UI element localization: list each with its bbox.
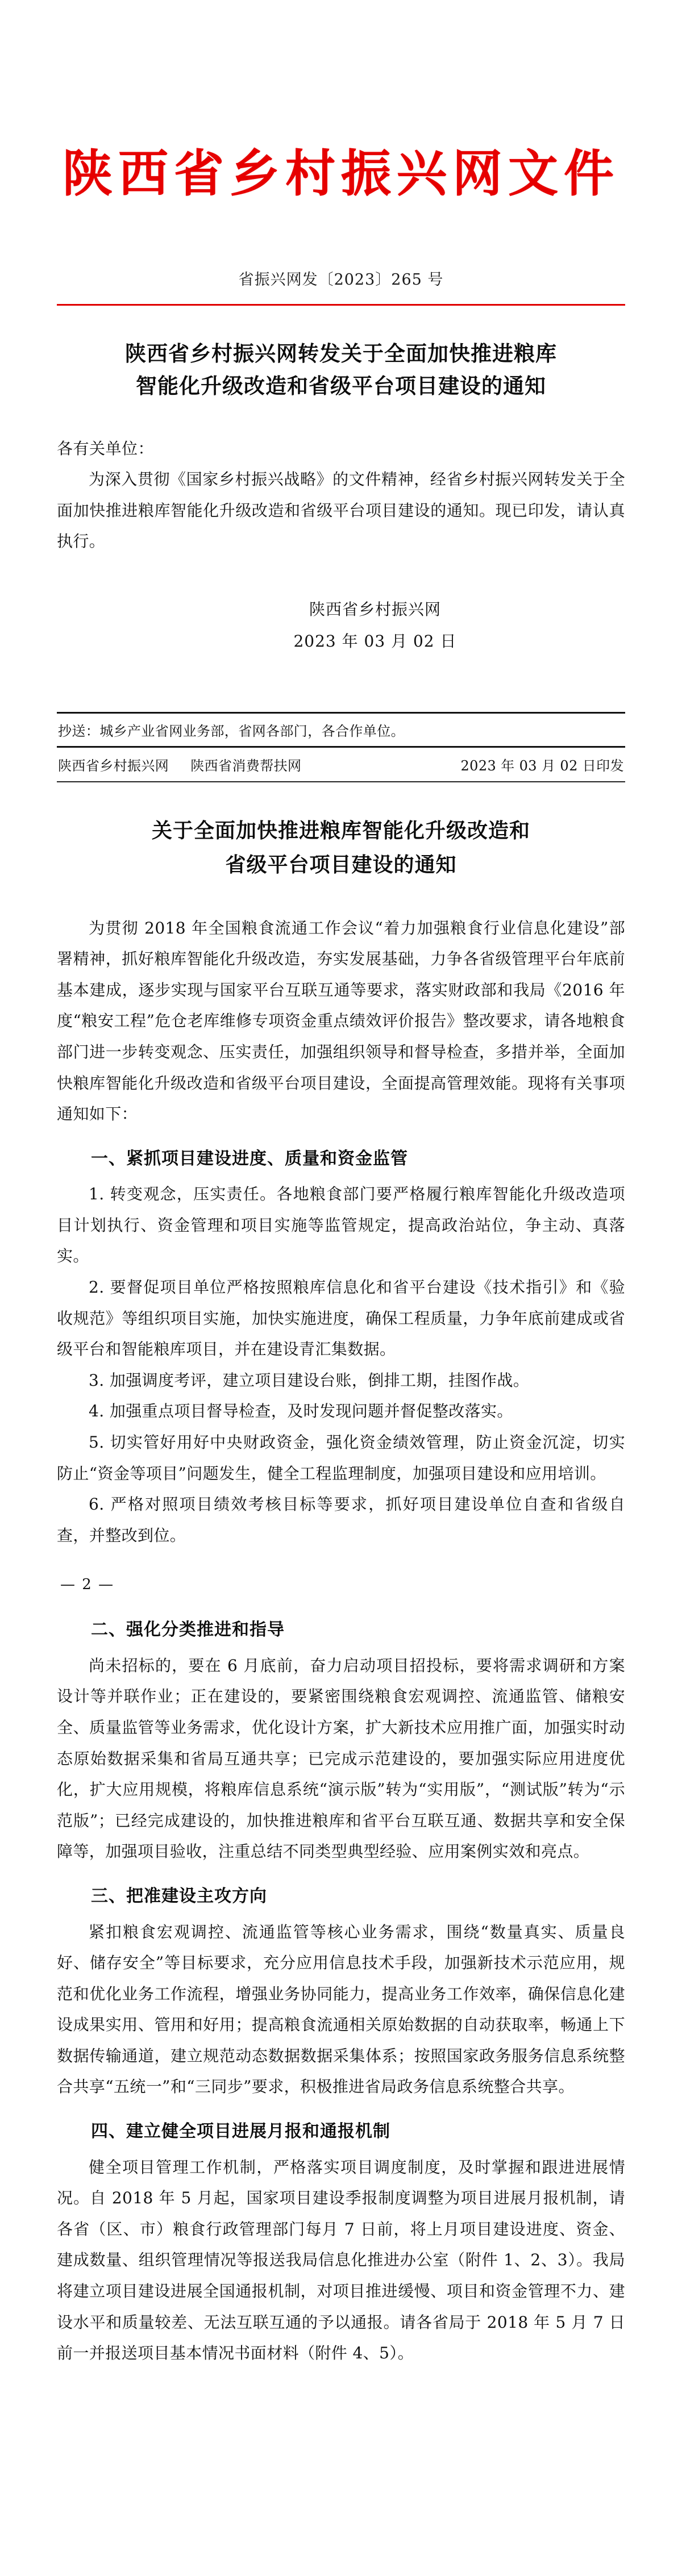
- red-separator-rule: [57, 304, 625, 306]
- imprint-print-date: 2023 年 03 月 02 日印发: [460, 758, 624, 774]
- masthead-gap: [57, 205, 625, 267]
- section-1-item-2: 2. 要督促项目单位严格按照粮库信息化和省平台建设《技术指引》和《验收规范》等组织项目实施，加快实施进度，确保工程质量，力争年底前建成或省级平台和智能粮库项目，并在建设青汇集数据。: [57, 1278, 626, 1359]
- page-marker: — 2 —: [60, 1576, 115, 1594]
- attachment-preamble: 为贯彻 2018 年全国粮食流通工作会议“着力加强粮食行业信息化建设”部署精神，抓好粮库智能化升级改造，夯实发展基础，力争各省级管理平台年底前基本建成，逐步实现与国家平台互联互通等要求，落实财政部和我局《2016 年度“粮安工程”危仓老库维修专项资金重点绩效评价报告》整改要求，请各地粮食部门进一步转变观念、压实责任，加强组织领导和督导检查，多措并举，全面加快粮库智能化升级改造和省级平台项目建设，全面提高管理效能。现将有关事项通知如下：: [57, 918, 625, 1124]
- section-1-item-4: 4. 加强重点项目督导检查，及时发现问题并督促整改落实。: [89, 1402, 513, 1421]
- document-masthead-title: 陕西省乡村振兴网文件: [62, 144, 619, 203]
- section-heading-2: 二、强化分类推进和指导: [91, 1620, 285, 1640]
- section-1-item-1: 1. 转变观念，压实责任。各地粮食部门要严格履行粮库智能化升级改造项目计划执行、资金管理和项目实施等监管规定，提高政治站位，争主动、真落实。: [57, 1185, 626, 1266]
- salutation: 各有关单位：: [57, 439, 155, 458]
- signature-date: 2023 年 03 月 02 日: [293, 632, 457, 651]
- imprint-organization-primary: 陕西省乡村振兴网: [58, 758, 169, 774]
- signature-organization: 陕西省乡村振兴网: [309, 600, 441, 619]
- intro-paragraph: 为深入贯彻《国家乡村振兴战略》的文件精神，经省乡村振兴网转发关于全面加快推进粮库智能化升级改造和省级平台项目建设的通知。现已印发，请认真执行。: [57, 470, 625, 551]
- section-heading-4: 四、建立健全项目进展月报和通报机制: [91, 2121, 390, 2142]
- document-page-one: [0, 0, 682, 782]
- page-one-footer: [57, 712, 625, 782]
- section-3-item-1: 紧扣粮食宏观调控、流通监管等核心业务需求，围绕“数量真实、质量良好、储存安全”等目标要求，充分应用信息技术手段，加强新技术示范应用，规范和优化业务工作流程，增强业务协同能力，提高业务工作效率，确保信息化建设成果实用、管用和好用；提高粮食流通相关原始数据的自动获取率，畅通上下数据传输通道，建立规范动态数据数据采集体系；按照国家政务服务信息系统整合共享“五统一”和“三同步”要求，积极推进省局政务信息系统整合共享。: [57, 1922, 625, 2096]
- section-4-item-1: 健全项目管理工作机制，严格落实项目调度制度，及时掌握和跟进进展情况。自 2018 年 5 月起，国家项目建设季报制度调整为项目进展月报机制，请各省（区、市）粮食行政管理部门每月 7 日前，将上月项目建设进度、资金、建成数量、组织管理情况等报送我局信息化推进办公室（附件 1、2、3）。我局将建立项目建设进展全国通报机制，对项目推进缓慢、项目和资金管理不力、建设水平和质量较差、无法互联互通的予以通报。请各省局于 2018 年 5 月 7 日前一并报送项目基本情况书面材料（附件 4、5）。: [57, 2157, 625, 2363]
- attachment-title-gap: [57, 882, 625, 913]
- copy-to-line: 抄送：城乡产业省网业务部，省网各部门，各合作单位。: [58, 723, 405, 740]
- imprint-row: [57, 748, 625, 781]
- document-number: 省振兴网发〔2023〕265 号: [238, 271, 444, 289]
- imprint-organization-secondary: 陕西省消费帮扶网: [190, 758, 302, 774]
- section-1-item-5: 5. 切实管好用好中央财政资金，强化资金绩效管理，防止资金沉淀，切实防止“资金等项目”问题发生，健全工程监理制度，加强项目建设和应用培训。: [57, 1432, 626, 1483]
- section-heading-3: 三、把准建设主攻方向: [91, 1886, 267, 1906]
- masthead-top-spacer: [57, 0, 625, 142]
- document-title-line-1: 陕西省乡村振兴网转发关于全面加快推进粮库: [125, 341, 557, 366]
- document-page-two: [0, 782, 682, 2437]
- document-title: [57, 337, 625, 403]
- page-two-top-spacer: [57, 782, 625, 814]
- document-title-line-2: 智能化升级改造和省级平台项目建设的通知: [136, 374, 546, 399]
- section-1-item-6: 6. 严格对照项目绩效考核目标等要求，抓好项目建设单位自查和省级自查，并整改到位。: [57, 1495, 625, 1545]
- attachment-title-line-1: 关于全面加快推进粮库智能化升级改造和: [151, 819, 530, 843]
- attachment-title-line-2: 省级平台项目建设的通知: [225, 853, 457, 877]
- section-2-item-1: 尚未招标的，要在 6 月底前，奋力启动项目招投标，要将需求调研和方案设计等并联作业；正在建设的，要紧密围绕粮食宏观调控、流通监管、储粮安全、质量监管等业务需求，优化设计方案，扩大新技术应用推广面，加强实时动态原始数据采集和省局互通共享；已完成示范建设的，要加强实际应用进度优化，扩大应用规模，将粮库信息系统“演示版”转为“实用版”，“测试版”转为“示范版”；已经完成建设的，加快推进粮库和省平台互联互通、数据共享和安全保障等，加强项目验收，注重总结不同类型典型经验、应用案例实效和亮点。: [57, 1656, 625, 1861]
- signature-block: [57, 594, 625, 657]
- section-1-item-3: 3. 加强调度考评，建立项目建设台账，倒排工期，挂图作战。: [89, 1370, 530, 1390]
- attachment-title: [57, 814, 625, 882]
- section-heading-1: 一、紧抓项目建设进度、质量和资金监管: [91, 1148, 408, 1169]
